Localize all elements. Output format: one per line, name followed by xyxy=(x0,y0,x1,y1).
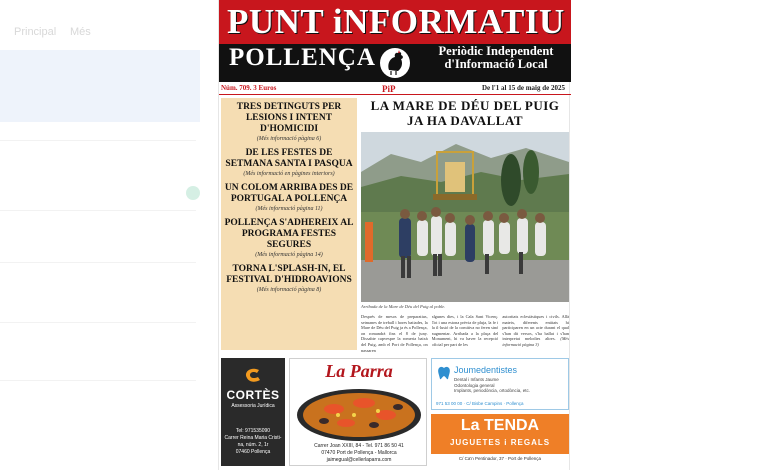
article-more: (Més informació pàgina 3) xyxy=(502,336,570,347)
headline-item[interactable] xyxy=(223,264,355,293)
cortes-name: CORTÈS xyxy=(226,388,280,402)
headline-title: TORNA L'SPLASH-IN, EL FESTIVAL D'HIDROAVIONS xyxy=(226,264,352,285)
headline-more: (Més informació pàgina 11) xyxy=(255,206,323,212)
tenda-address: C/ Ca'n Pentinador, 37 · Port de Pollença xyxy=(458,456,542,461)
background-divider xyxy=(0,210,196,211)
cortes-contact: Tel: 971535090 Carrer Reina Maria Cristi- na, núm. 2, 1r 07460 Pollença xyxy=(224,428,282,455)
parra-contact: Carrer Joan XXIII, 84 - Tel. 971 86 50 41 07470 Port de Pollença - Mallorca jaimegual@cellerlaparra.com xyxy=(314,443,404,463)
headline-title: UN COLOM ARRIBA DES DE PORTUGAL A POLLENÇA xyxy=(224,183,354,204)
article-column: Després de mesos de preparatius, setmanes de treball i hores batiades, la Mare de Déu del Puig ja és a Pollença, on romandrà fins el 8 de juny. Dissabte capvespre la romeria baixà del Puig, amb el Port de Pollença, on passaren xyxy=(361,314,428,352)
headlines-column xyxy=(221,98,357,350)
background-highlight xyxy=(0,50,200,122)
headline-item[interactable] xyxy=(223,102,355,142)
background-tab: Principal xyxy=(14,26,57,38)
ad-la-parra[interactable] xyxy=(289,358,427,466)
headline-item[interactable] xyxy=(223,183,355,212)
headline-item[interactable] xyxy=(223,218,355,258)
masthead xyxy=(219,0,571,82)
main-headline[interactable]: LA MARE DE DÉU DEL PUIG JA HA DAVALLAT xyxy=(370,98,560,128)
headline-title: TRES DETINGUTS PER LESIONS I INTENT D'HOMICIDI xyxy=(236,102,342,134)
headline-more: (Més informació pàgina 14) xyxy=(255,252,323,258)
background-panel xyxy=(0,0,218,470)
logo-letters: PiP xyxy=(382,84,396,94)
dentist-info: Dental i Infants Jaume Odontologia general Implants, periodòncia, ortodòncia, etc. xyxy=(454,377,531,393)
rooster-logo-icon xyxy=(379,46,411,80)
dentist-name: Joumedentistes xyxy=(454,365,518,375)
article-column: algunes dies, i la Cala Sant Vicenç. Tot i una estona prèvia de pluja, la fe i la il·lusió de la comitiva no feren sinó augmentar. Arribada a la plaça del Monument, hi va haver la recepció oficial per part de les xyxy=(431,314,499,347)
paella-image xyxy=(294,385,424,441)
article-column: autoritats eclesiàstiques i civils. Allà mateix, diferents entitats hi participaren en un acte durant el qual s'han dit versos, s'ha ballat i s'han interpretat melodies altres. (Més informació pàgina 3) xyxy=(502,314,570,347)
newspaper-title: PUNT iNFORMATIU xyxy=(227,2,565,41)
parra-name: La Parra xyxy=(325,361,393,381)
tenda-sub: JUGUETES i REGALS xyxy=(449,438,551,447)
tenda-name: La TENDA xyxy=(460,417,540,434)
headline-title: DE LES FESTES DE SETMANA SANTA I PASQUA xyxy=(225,148,353,169)
headline-more: (Més informació pàgina 8) xyxy=(256,287,322,293)
background-status-icon xyxy=(186,186,200,200)
procession-photo xyxy=(361,132,569,302)
background-tab: Més xyxy=(70,26,91,38)
issue-dates: De l'1 al 15 de maig de 2025 xyxy=(481,84,565,92)
newspaper-town: POLLENÇA xyxy=(229,44,376,71)
background-divider xyxy=(0,262,196,263)
background-divider xyxy=(0,380,196,381)
masthead-rule xyxy=(219,94,571,95)
headline-title: POLLENÇA S'ADHEREIX AL PROGRAMA FESTES SEGURES xyxy=(224,218,354,250)
ad-la-tenda[interactable] xyxy=(431,414,569,466)
headline-item[interactable] xyxy=(223,148,355,177)
newspaper-cover[interactable] xyxy=(218,0,570,470)
background-divider xyxy=(0,140,196,141)
main-article xyxy=(361,314,569,352)
dentist-contact: 971 53 00 00 · C/ Bisbe Campins · Pollença xyxy=(436,401,524,406)
photo-caption: Arribada de la Mare de Déu del Puig al poble. xyxy=(361,304,446,309)
tooth-icon xyxy=(436,365,452,381)
headline-more: (Més informació en pàgines interiors) xyxy=(243,171,335,177)
newspaper-subtitle: Periòdic Independent d'Informació Local xyxy=(438,44,554,71)
background-divider xyxy=(0,322,196,323)
cortes-sub: Assessoria Jurídica xyxy=(231,403,275,409)
headline-more: (Més informació pàgina 6) xyxy=(256,136,322,142)
ad-cortes[interactable] xyxy=(221,358,285,466)
ad-dentist[interactable] xyxy=(431,358,569,410)
background-right xyxy=(571,0,780,470)
cortes-logo-icon xyxy=(241,366,265,386)
issue-number: Núm. 709. 3 Euros xyxy=(221,84,277,92)
